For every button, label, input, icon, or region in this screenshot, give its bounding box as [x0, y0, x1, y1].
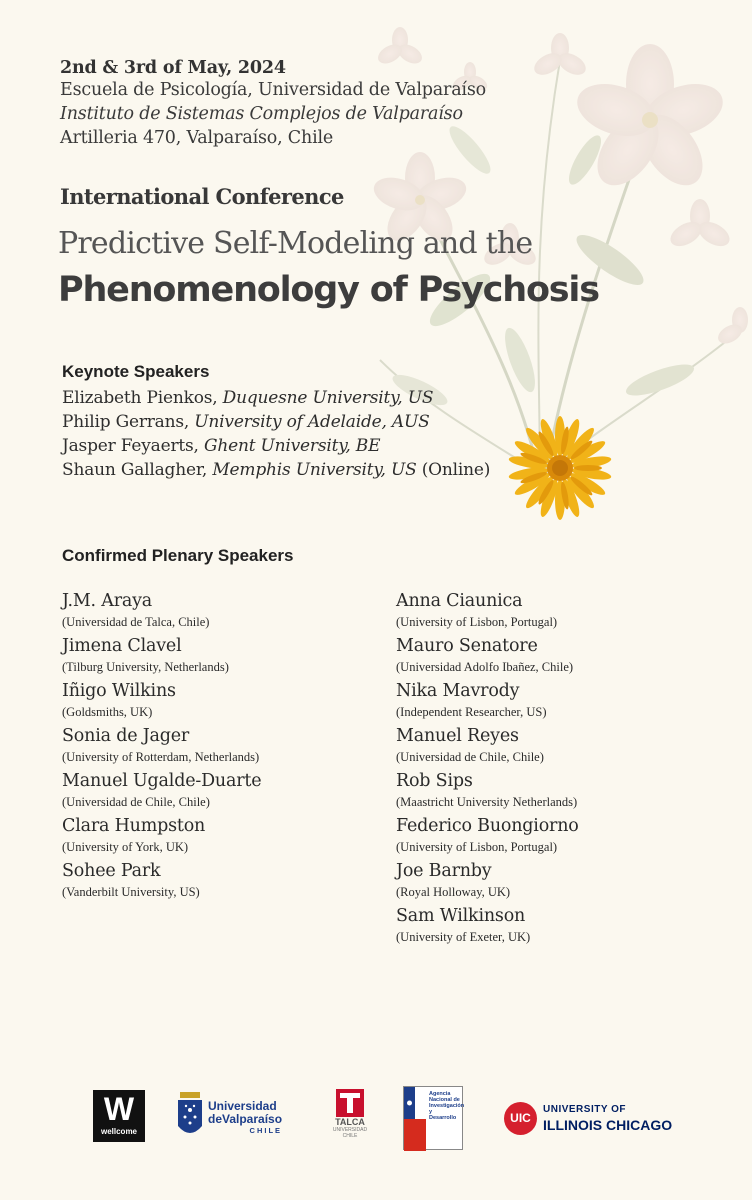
speaker-name: Manuel Reyes — [396, 726, 519, 746]
plenary-speaker — [62, 680, 392, 722]
speaker-name: Elizabeth Pienkos, — [62, 388, 223, 408]
plenary-speaker — [396, 725, 726, 767]
talca-line3: CHILE — [342, 1133, 358, 1139]
speaker-name: Sam Wilkinson — [396, 906, 526, 926]
speaker-affiliation: (Universidad de Chile, Chile) — [62, 795, 210, 809]
speaker-affiliation: (Royal Holloway, UK) — [396, 885, 511, 899]
plenary-speaker — [62, 635, 392, 677]
speaker-name: Manuel Ugalde-Duarte — [62, 771, 262, 791]
conference-kind: International Conference — [60, 184, 344, 209]
conference-title-line1: Predictive Self-Modeling and the — [58, 226, 533, 261]
venue-line-school: Escuela de Psicología, Universidad de Valparaíso — [60, 80, 486, 100]
speaker-name: Jimena Clavel — [62, 636, 182, 656]
keynote-speaker — [62, 410, 490, 434]
anid-logo — [403, 1086, 463, 1150]
wellcome-mark: W — [103, 1091, 135, 1127]
speaker-affiliation: (University of Exeter, UK) — [396, 930, 531, 944]
wellcome-text: wellcome — [100, 1127, 137, 1136]
plenary-speaker — [396, 860, 726, 902]
keynote-heading: Keynote Speakers — [62, 362, 210, 381]
speaker-note: (Online) — [416, 460, 491, 480]
speaker-affiliation: (Maastricht University Netherlands) — [396, 795, 578, 809]
plenary-speaker — [396, 815, 726, 857]
valparaiso-line1: Universidad — [208, 1099, 277, 1113]
plenary-speaker — [396, 905, 726, 947]
valparaiso-logo — [176, 1092, 292, 1146]
wellcome-logo — [93, 1090, 145, 1142]
plenary-column-right — [396, 590, 726, 950]
speaker-name: Iñigo Wilkins — [62, 681, 176, 701]
speaker-affiliation: (University of Lisbon, Portugal) — [396, 615, 558, 629]
chile-flag-icon — [404, 1087, 426, 1151]
speaker-name: Joe Barnby — [396, 861, 492, 881]
valparaiso-line2: deValparaíso — [208, 1112, 283, 1126]
yellow-daisy — [508, 416, 612, 520]
speaker-name: Rob Sips — [396, 771, 473, 791]
speaker-name: Federico Buongiorno — [396, 816, 579, 836]
speaker-affiliation: Duquesne University, US — [222, 388, 434, 408]
plenary-speaker — [62, 770, 392, 812]
keynote-list — [62, 386, 490, 482]
valparaiso-line3: CHILE — [249, 1126, 283, 1135]
uic-line2: ILLINOIS CHICAGO — [543, 1117, 673, 1133]
plenary-heading: Confirmed Plenary Speakers — [62, 546, 294, 565]
plenary-speaker — [396, 770, 726, 812]
plenary-column-left — [62, 590, 392, 905]
speaker-name: Sonia de Jager — [62, 726, 190, 746]
speaker-name: Nika Mavrody — [396, 681, 520, 701]
speaker-affiliation: (Universidad de Talca, Chile) — [62, 615, 210, 629]
plenary-speaker — [396, 590, 726, 632]
plenary-speaker — [62, 860, 392, 902]
speaker-name: Anna Ciaunica — [396, 591, 523, 611]
keynote-speaker — [62, 386, 490, 410]
venue-line-institute: Instituto de Sistemas Complejos de Valparaíso — [60, 104, 463, 124]
uic-logo — [504, 1102, 694, 1138]
speaker-affiliation: (University of Lisbon, Portugal) — [396, 840, 558, 854]
keynote-speaker — [62, 458, 490, 482]
speaker-affiliation: (University of York, UK) — [62, 840, 189, 854]
valparaiso-crest-icon — [176, 1092, 204, 1142]
speaker-name: J.M. Araya — [62, 591, 153, 611]
speaker-name: Jasper Feyaerts, — [62, 436, 204, 456]
anid-text: Agencia Nacional de Investigación y Desarrollo — [429, 1091, 465, 1121]
speaker-affiliation: University of Adelaide, AUS — [194, 412, 430, 432]
speaker-affiliation: Memphis University, US — [212, 460, 417, 480]
speaker-name: Mauro Senatore — [396, 636, 538, 656]
speaker-affiliation: (Tilburg University, Netherlands) — [62, 660, 229, 674]
talca-line2: UNIVERSIDAD — [332, 1127, 368, 1133]
plenary-speaker — [62, 815, 392, 857]
plenary-speaker — [396, 680, 726, 722]
speaker-affiliation: (University of Rotterdam, Netherlands) — [62, 750, 260, 764]
venue-line-address: Artilleria 470, Valparaíso, Chile — [60, 128, 334, 148]
speaker-name: Shaun Gallagher, — [62, 460, 213, 480]
speaker-name: Philip Gerrans, — [62, 412, 195, 432]
speaker-affiliation: (Universidad Adolfo Ibañez, Chile) — [396, 660, 574, 674]
talca-mark-icon — [335, 1088, 365, 1118]
plenary-speaker — [62, 725, 392, 767]
conference-title-line2: Phenomenology of Psychosis — [58, 270, 599, 310]
uic-line1: UNIVERSITY OF — [543, 1104, 626, 1115]
plenary-speaker — [396, 635, 726, 677]
talca-logo — [325, 1088, 375, 1150]
plenary-speaker — [62, 590, 392, 632]
speaker-affiliation: Ghent University, BE — [203, 436, 381, 456]
talca-line1: TALCA — [335, 1117, 365, 1127]
speaker-name: Clara Humpston — [62, 816, 206, 836]
keynote-speaker — [62, 434, 490, 458]
speaker-affiliation: (Vanderbilt University, US) — [62, 885, 200, 899]
event-date: 2nd & 3rd of May, 2024 — [60, 58, 286, 78]
speaker-name: Sohee Park — [62, 861, 161, 881]
speaker-affiliation: (Universidad de Chile, Chile) — [396, 750, 544, 764]
speaker-affiliation: (Goldsmiths, UK) — [62, 705, 153, 719]
uic-mark: UIC — [504, 1102, 537, 1135]
speaker-affiliation: (Independent Researcher, US) — [396, 705, 547, 719]
